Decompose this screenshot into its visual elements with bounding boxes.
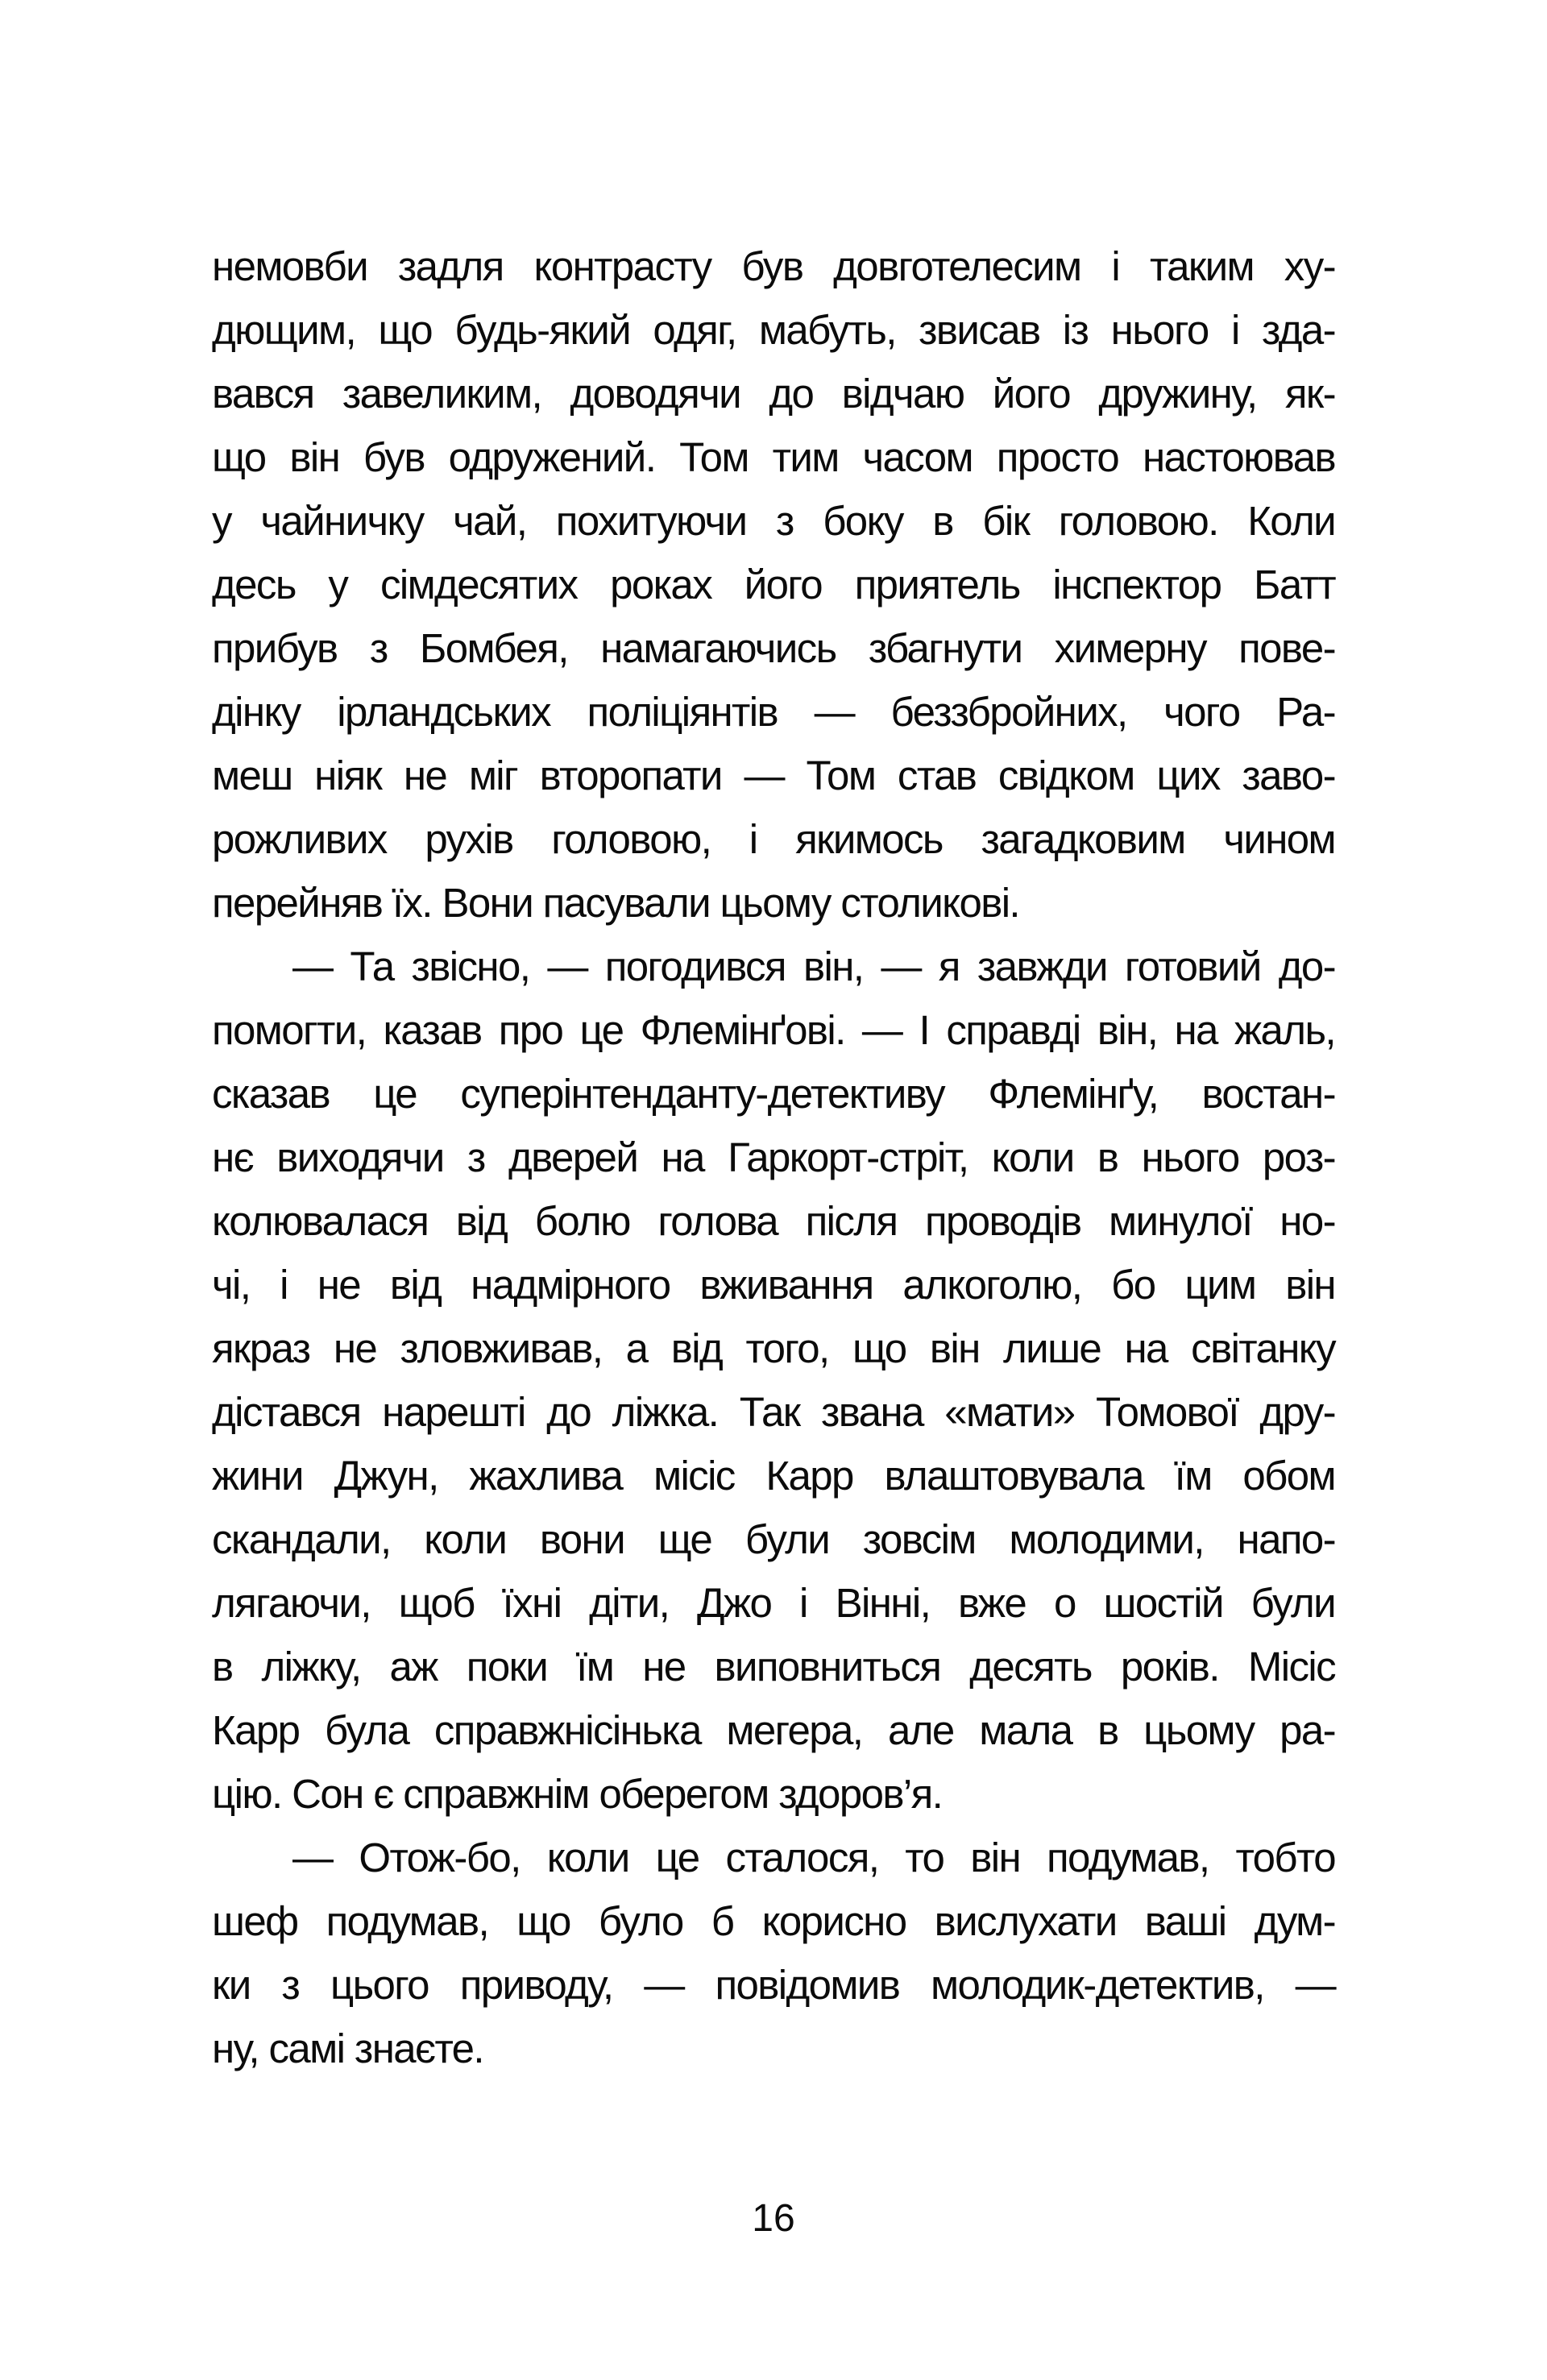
text-line: немовби задля контрасту був довготелесим і таким ху- <box>212 243 1335 289</box>
text-line: десь у сімдесятих роках його приятель інспектор Батт <box>212 562 1335 607</box>
text-line: цію. Сон є справжнім оберегом здоров’я. <box>212 1771 943 1817</box>
text-line: нє виходячи з дверей на Гаркорт-стріт, коли в нього роз- <box>212 1134 1335 1180</box>
text-line: якраз не зловживав, а від того, що він лише на світанку <box>212 1325 1335 1371</box>
text-line: рожливих рухів головою, і якимось загадковим чином <box>212 816 1335 862</box>
text-line: перейняв їх. Вони пасували цьому столикові. <box>212 880 1020 926</box>
text-line: помогти, казав про це Флемінґові. — І справді він, на жаль, <box>212 1007 1335 1053</box>
text-line: в ліжку, аж поки їм не виповниться десять років. Місіс <box>212 1644 1335 1690</box>
body-text <box>212 234 1335 2080</box>
text-line: дющим, що будь-який одяг, мабуть, звисав із нього і зда- <box>212 307 1335 353</box>
text-line: дінку ірландських поліціянтів — беззбройних, чого Ра- <box>212 689 1335 735</box>
text-line: скандали, коли вони ще були зовсім молодими, напо- <box>212 1516 1335 1562</box>
text-line: вався завеликим, доводячи до відчаю його дружину, як- <box>212 371 1335 417</box>
text-line: ну, самі знаєте. <box>212 2025 483 2071</box>
text-line: ки з цього приводу, — повідомив молодик-детектив, — <box>212 1962 1335 2008</box>
text-line: чі, і не від надмірного вживання алкоголю, бо цим він <box>212 1262 1335 1308</box>
page-number: 16 <box>752 2197 795 2240</box>
text-line: дістався нарешті до ліжка. Так звана «мати» Томової дру- <box>212 1389 1335 1435</box>
text-line: меш ніяк не міг второпати — Том став свідком цих заво- <box>212 753 1335 798</box>
text-line: що він був одружений. Том тим часом просто настоював <box>212 434 1335 480</box>
text-line: у чайничку чай, похитуючи з боку в бік головою. Коли <box>212 498 1335 544</box>
text-line: жини Джун, жахлива місіс Карр влаштовувала їм обом <box>212 1453 1335 1499</box>
text-line: колювалася від болю голова після проводів минулої но- <box>212 1198 1335 1244</box>
text-line: лягаючи, щоб їхні діти, Джо і Вінні, вже о шостій були <box>212 1580 1335 1626</box>
text-line: Карр була справжнісінька мегера, але мала в цьому ра- <box>212 1707 1335 1753</box>
text-line: — Та звісно, — погодився він, — я завжди готовий до- <box>292 943 1335 989</box>
text-line: сказав це суперінтенданту-детективу Флемінґу, востан- <box>212 1071 1335 1117</box>
text-line: шеф подумав, що було б корисно вислухати ваші дум- <box>212 1898 1335 1944</box>
text-line: — Отож-бо, коли це сталося, то він подумав, тобто <box>292 1835 1335 1880</box>
text-line: прибув з Бомбея, намагаючись збагнути химерну пове- <box>212 625 1335 671</box>
